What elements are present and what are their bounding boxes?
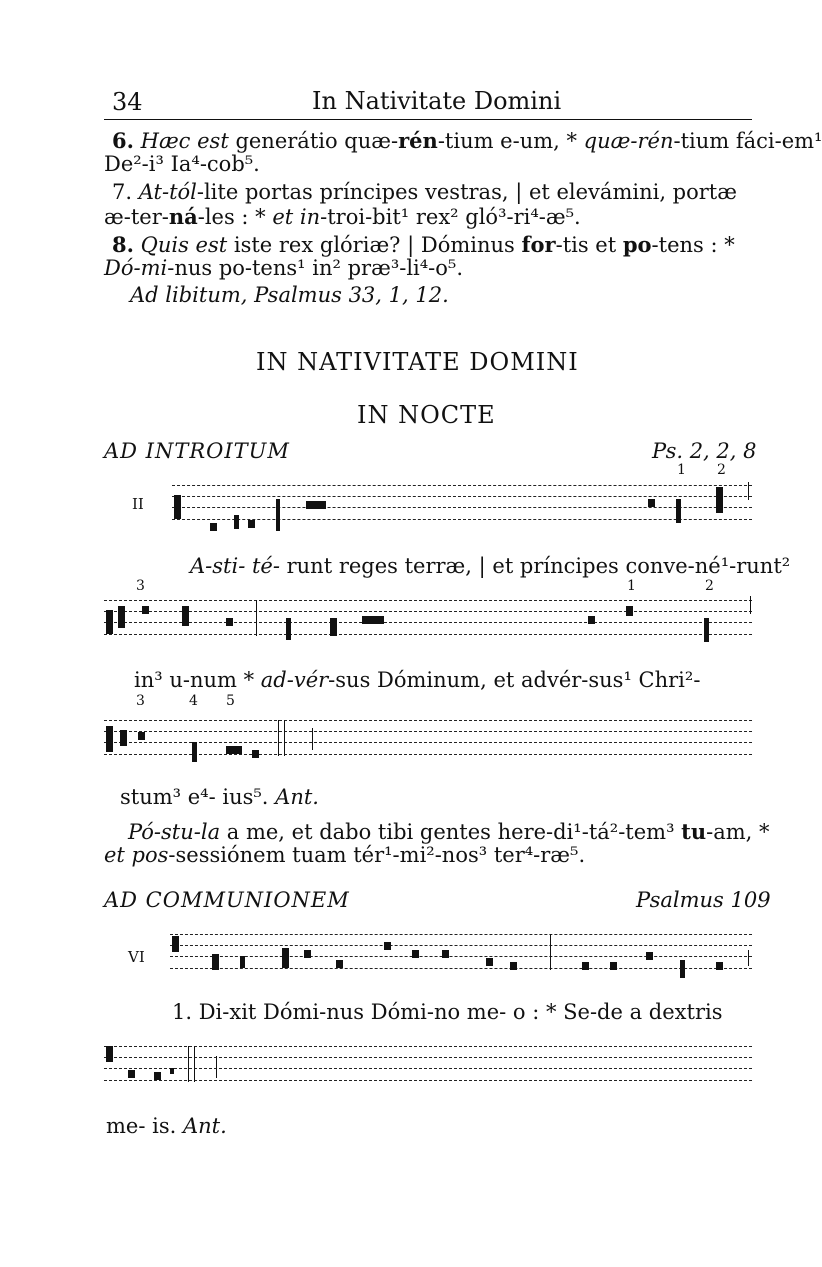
neume: [210, 523, 217, 531]
verse-8-line-2: Dó-mi-nus po-tens¹ in² præ³-li⁴-o⁵.: [104, 256, 464, 280]
neume: [182, 606, 189, 626]
neume: [248, 520, 255, 528]
neume: [716, 962, 723, 970]
communion-label: AD COMMUNIONEM: [104, 888, 350, 912]
neume: [234, 515, 239, 529]
neume: [704, 618, 709, 642]
introit-lyric-3: stum³ e⁴- ius⁵. Ant.: [120, 785, 319, 809]
introit-lyric-2: in³ u-num * ad-vér-sus Dóminum, et advér-sus¹ Chri²-: [134, 668, 701, 692]
double-bar: [278, 720, 279, 756]
neume: [138, 732, 145, 740]
communion-lyric-2: me- is. Ant.: [106, 1114, 227, 1138]
header-rule: [104, 119, 752, 120]
fa-clef: [106, 1046, 113, 1062]
neume: [120, 730, 127, 746]
neume: [306, 501, 326, 509]
introit-marks-1a: 1: [677, 462, 686, 478]
neume: [330, 618, 337, 636]
communion-staff-2: [104, 1046, 752, 1082]
verse-6-line-2: De²-i³ Ia⁴-cob⁵.: [104, 152, 260, 176]
verse-7-line-2: æ-ter-ná-les : * et in-troi-bit¹ rex² gló³-ri⁴-æ⁵.: [104, 204, 581, 229]
introit-mark-3b: 4: [189, 693, 198, 709]
neume: [336, 960, 343, 968]
introit-reference: Ps. 2, 2, 8: [652, 439, 757, 463]
verse-7-line-1: 7. At-tól-lite portas príncipes vestras, | et elevámini, portæ: [112, 180, 737, 204]
neume: [486, 958, 493, 966]
neume: [626, 606, 633, 616]
neume: [442, 950, 449, 958]
neume: [118, 606, 125, 628]
do-clef: [106, 726, 113, 752]
neume: [282, 948, 289, 968]
custos: [216, 1056, 217, 1078]
introit-verse-line-2: et pos-sessiónem tuam tér¹-mi²-nos³ ter⁴-ræ⁵.: [104, 843, 586, 867]
division-bar: [256, 600, 257, 636]
mode-number-communion: VI: [128, 948, 145, 966]
introit-staff-2: [104, 600, 752, 636]
division-bar: [550, 934, 551, 970]
neume: [648, 499, 655, 507]
introit-label: AD INTROITUM: [104, 439, 290, 463]
neume: [680, 960, 685, 978]
neume: [192, 742, 197, 762]
neume: [510, 962, 517, 970]
introit-mark-2b: 1: [627, 578, 636, 594]
running-title: In Nativitate Domini: [312, 87, 562, 115]
neume: [252, 750, 259, 758]
mode-number-introit: II: [132, 495, 144, 513]
do-clef: [106, 610, 113, 634]
introit-mark-3c: 5: [226, 693, 235, 709]
double-bar: [284, 720, 285, 756]
page-number: 34: [112, 88, 143, 116]
division-bar: [748, 482, 749, 500]
introit-staff-1: [172, 485, 752, 521]
neume: [226, 618, 233, 626]
neume: [412, 950, 419, 958]
double-bar: [188, 1046, 189, 1082]
introit-mark-3a: 3: [136, 693, 145, 709]
communion-reference: Psalmus 109: [636, 888, 771, 912]
neume: [154, 1072, 161, 1080]
introit-verse-line-1: Pó-stu-la a me, et dabo tibi gentes here-di¹-tá²-tem³ tu-am, *: [128, 819, 770, 844]
communion-lyric-1: 1. Di-xit Dómi-nus Dómi-no me- o : * Se-de a dextris: [172, 1000, 723, 1024]
division-bar: [748, 950, 749, 966]
neume: [582, 962, 589, 970]
neume: [142, 606, 149, 614]
neume: [226, 746, 242, 754]
custos: [312, 728, 313, 750]
subtitle: IN NOCTE: [357, 401, 496, 429]
introit-mark-2a: 3: [136, 578, 145, 594]
verse-6-line-1: 6. Hæc est generátio quæ-rén-tium e-um, * quæ-rén-tium fáci-em¹: [112, 128, 822, 153]
do-clef: [174, 495, 181, 519]
neume: [286, 618, 291, 640]
verse-8-line-1: 8. Quis est iste rex glóriæ? | Dóminus for-tis et po-tens : *: [112, 232, 735, 257]
fa-clef: [172, 936, 179, 952]
communion-staff-1: [170, 934, 752, 970]
neume: [588, 616, 595, 624]
neume: [362, 616, 384, 624]
neume: [212, 954, 219, 970]
neume: [276, 499, 280, 531]
introit-marks-1b: 2: [717, 462, 726, 478]
neume: [676, 499, 681, 523]
neume: [240, 956, 245, 968]
neume: [128, 1070, 135, 1078]
neume: [170, 1068, 174, 1074]
neume: [384, 942, 391, 950]
division-bar: [750, 596, 751, 614]
neume: [610, 962, 617, 970]
double-bar: [194, 1046, 195, 1082]
introit-staff-3: [104, 720, 752, 756]
introit-mark-2c: 2: [705, 578, 714, 594]
neume: [716, 487, 723, 513]
ad-libitum-note: Ad libitum, Psalmus 33, 1, 12.: [130, 283, 449, 307]
introit-lyric-1: A-sti- té- runt reges terræ, | et príncipes conve-né¹-runt²: [190, 554, 791, 578]
neume: [646, 952, 653, 960]
neume: [304, 950, 311, 958]
section-title: IN NATIVITATE DOMINI: [256, 348, 579, 376]
